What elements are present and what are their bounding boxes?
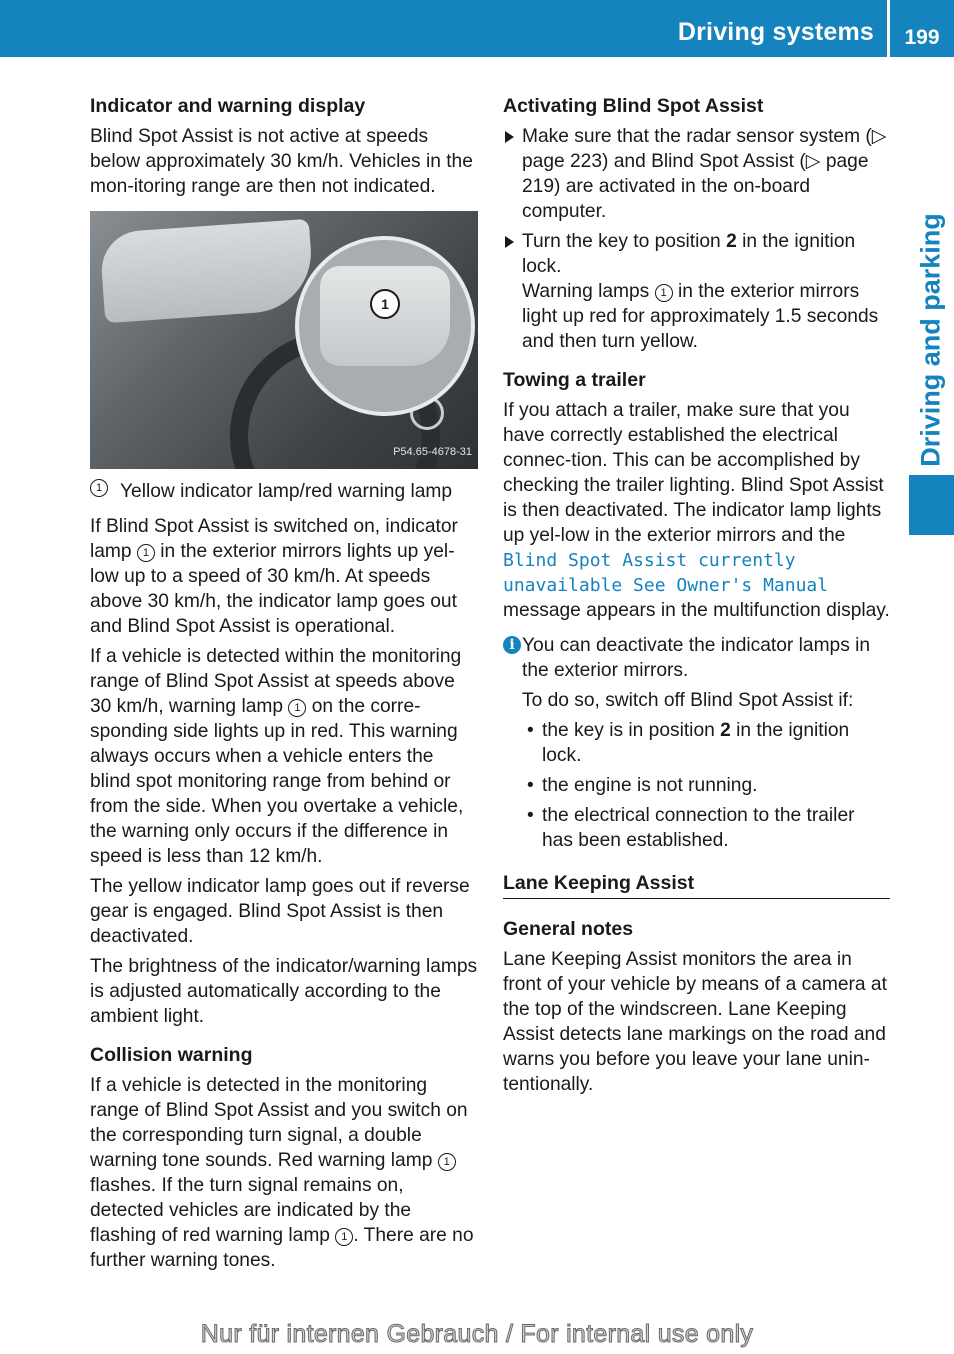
heading-collision: Collision warning <box>90 1044 253 1066</box>
side-tab-label: Driving and parking <box>915 213 946 467</box>
paragraph: The brightness of the indicator/warning lamps is adjusted automatically according to the ambient light. <box>90 956 478 1027</box>
left-column <box>90 94 478 1278</box>
section-title: Driving systems <box>677 18 874 46</box>
right-column <box>503 94 890 1102</box>
mirror-figure <box>90 211 478 469</box>
header-divider <box>887 0 890 57</box>
info-icon: i <box>503 636 521 654</box>
paragraph <box>90 644 478 869</box>
info-subtext: To do so, switch off Blind Spot Assist if: <box>522 690 854 711</box>
paragraph <box>90 514 478 639</box>
text: If you attach a trailer, make sure that you have correctly established the electrical connec-tion. This can be accomplished by checking the trailer lighting. Blind Spot Assist is then deactivated. The indicator lamp lights up yel-low in the exterior mirrors and the <box>503 400 884 546</box>
heading-indicator: Indicator and warning display <box>90 95 366 117</box>
key-position: 2 <box>726 231 737 252</box>
step-text: Make sure that the radar sensor system (▷ page 223) and Blind Spot Assist (▷ page 219) are activated in the on-board computer. <box>522 126 887 222</box>
number-icon: 1 <box>438 1153 456 1171</box>
callout-number: 1 <box>370 289 400 319</box>
number-icon: 1 <box>655 284 673 302</box>
text: If a vehicle is detected in the monitoring range of Blind Spot Assist and you switch on the corresponding turn signal, a double warning tone sounds. Red warning lamp <box>90 1075 468 1171</box>
text: in the exterior mirrors lights up yel-low up to a speed of 30 km/h. At speeds above 30 km/h, the indicator lamp goes out and Blind Spot Assist is operational. <box>90 541 457 637</box>
heading-towing: Towing a trailer <box>503 369 646 391</box>
list-item <box>522 718 890 768</box>
exterior-mirror <box>99 219 315 323</box>
text: . There are no further warning tones. <box>90 1225 474 1271</box>
list-item: • the electrical connection to the trailer has been established. <box>522 803 890 853</box>
display-message: Blind Spot Assist currently unavailable See Owner's Manual <box>503 550 829 596</box>
text: in the ignition lock. <box>542 720 850 766</box>
text: in the ignition lock. <box>522 231 856 277</box>
legend-number-icon: 1 <box>90 479 108 497</box>
heading-activating: Activating Blind Spot Assist <box>503 95 764 117</box>
paragraph <box>90 1073 478 1273</box>
heading-lane-keeping: Lane Keeping Assist <box>503 872 695 894</box>
info-note <box>503 633 890 853</box>
page-number: 199 <box>904 26 940 49</box>
number-icon: 1 <box>288 699 306 717</box>
legend-text: Yellow indicator lamp/red warning lamp <box>120 481 453 502</box>
paragraph <box>503 398 890 623</box>
figure-legend <box>90 479 478 504</box>
text: the key is in position <box>542 720 715 741</box>
paragraph: Lane Keeping Assist monitors the area in front of your vehicle by means of a camera at the top of the windscreen. Lane Keeping Assist detects lane markings on the road and warns you before you leave your lane unin-tentionally. <box>503 949 887 1095</box>
paragraph: The yellow indicator lamp goes out if reverse gear is engaged. Blind Spot Assist is then deactivated. <box>90 876 470 947</box>
footer-watermark: Nur für internen Gebrauch / For internal use only <box>200 1320 754 1348</box>
instruction-step <box>503 124 890 224</box>
text: message appears in the multifunction display. <box>503 600 890 621</box>
instruction-step <box>503 229 890 354</box>
text: Warning lamps <box>522 281 650 302</box>
section-heading-rule <box>503 871 890 899</box>
text: Turn the key to position <box>522 231 721 252</box>
text: If a vehicle is detected within the monitoring range of Blind Spot Assist at speeds above 30 km/h, warning lamp <box>90 646 462 717</box>
info-text: You can deactivate the indicator lamps in the exterior mirrors. <box>522 635 871 681</box>
text: If Blind Spot Assist is switched on, indicator lamp <box>90 516 458 562</box>
figure-code: P54.65-4678-31 <box>393 446 472 458</box>
text: on the corre-sponding side lights up in red. This warning always occurs when a vehicle enters the blind spot monitoring range from behind or from the side. When you overtake a vehicle, the warning only occurs if the difference in speed is less than 12 km/h. <box>90 696 464 867</box>
step-text <box>522 229 890 354</box>
heading-general-notes: General notes <box>503 918 634 940</box>
number-icon: 1 <box>335 1228 353 1246</box>
paragraph: Blind Spot Assist is not active at speeds below approximately 30 km/h. Vehicles in the mon-itoring range are then not indicated. <box>90 126 473 197</box>
key-position: 2 <box>720 720 731 741</box>
list-item: • the engine is not running. <box>522 773 890 798</box>
number-icon: 1 <box>137 544 155 562</box>
text: flashes. If the turn signal remains on, detected vehicles are indicated by the flashing of red warning lamp <box>90 1175 412 1246</box>
text: in the exterior mirrors light up red for approximately 1.5 seconds and then turn yellow. <box>522 281 879 352</box>
